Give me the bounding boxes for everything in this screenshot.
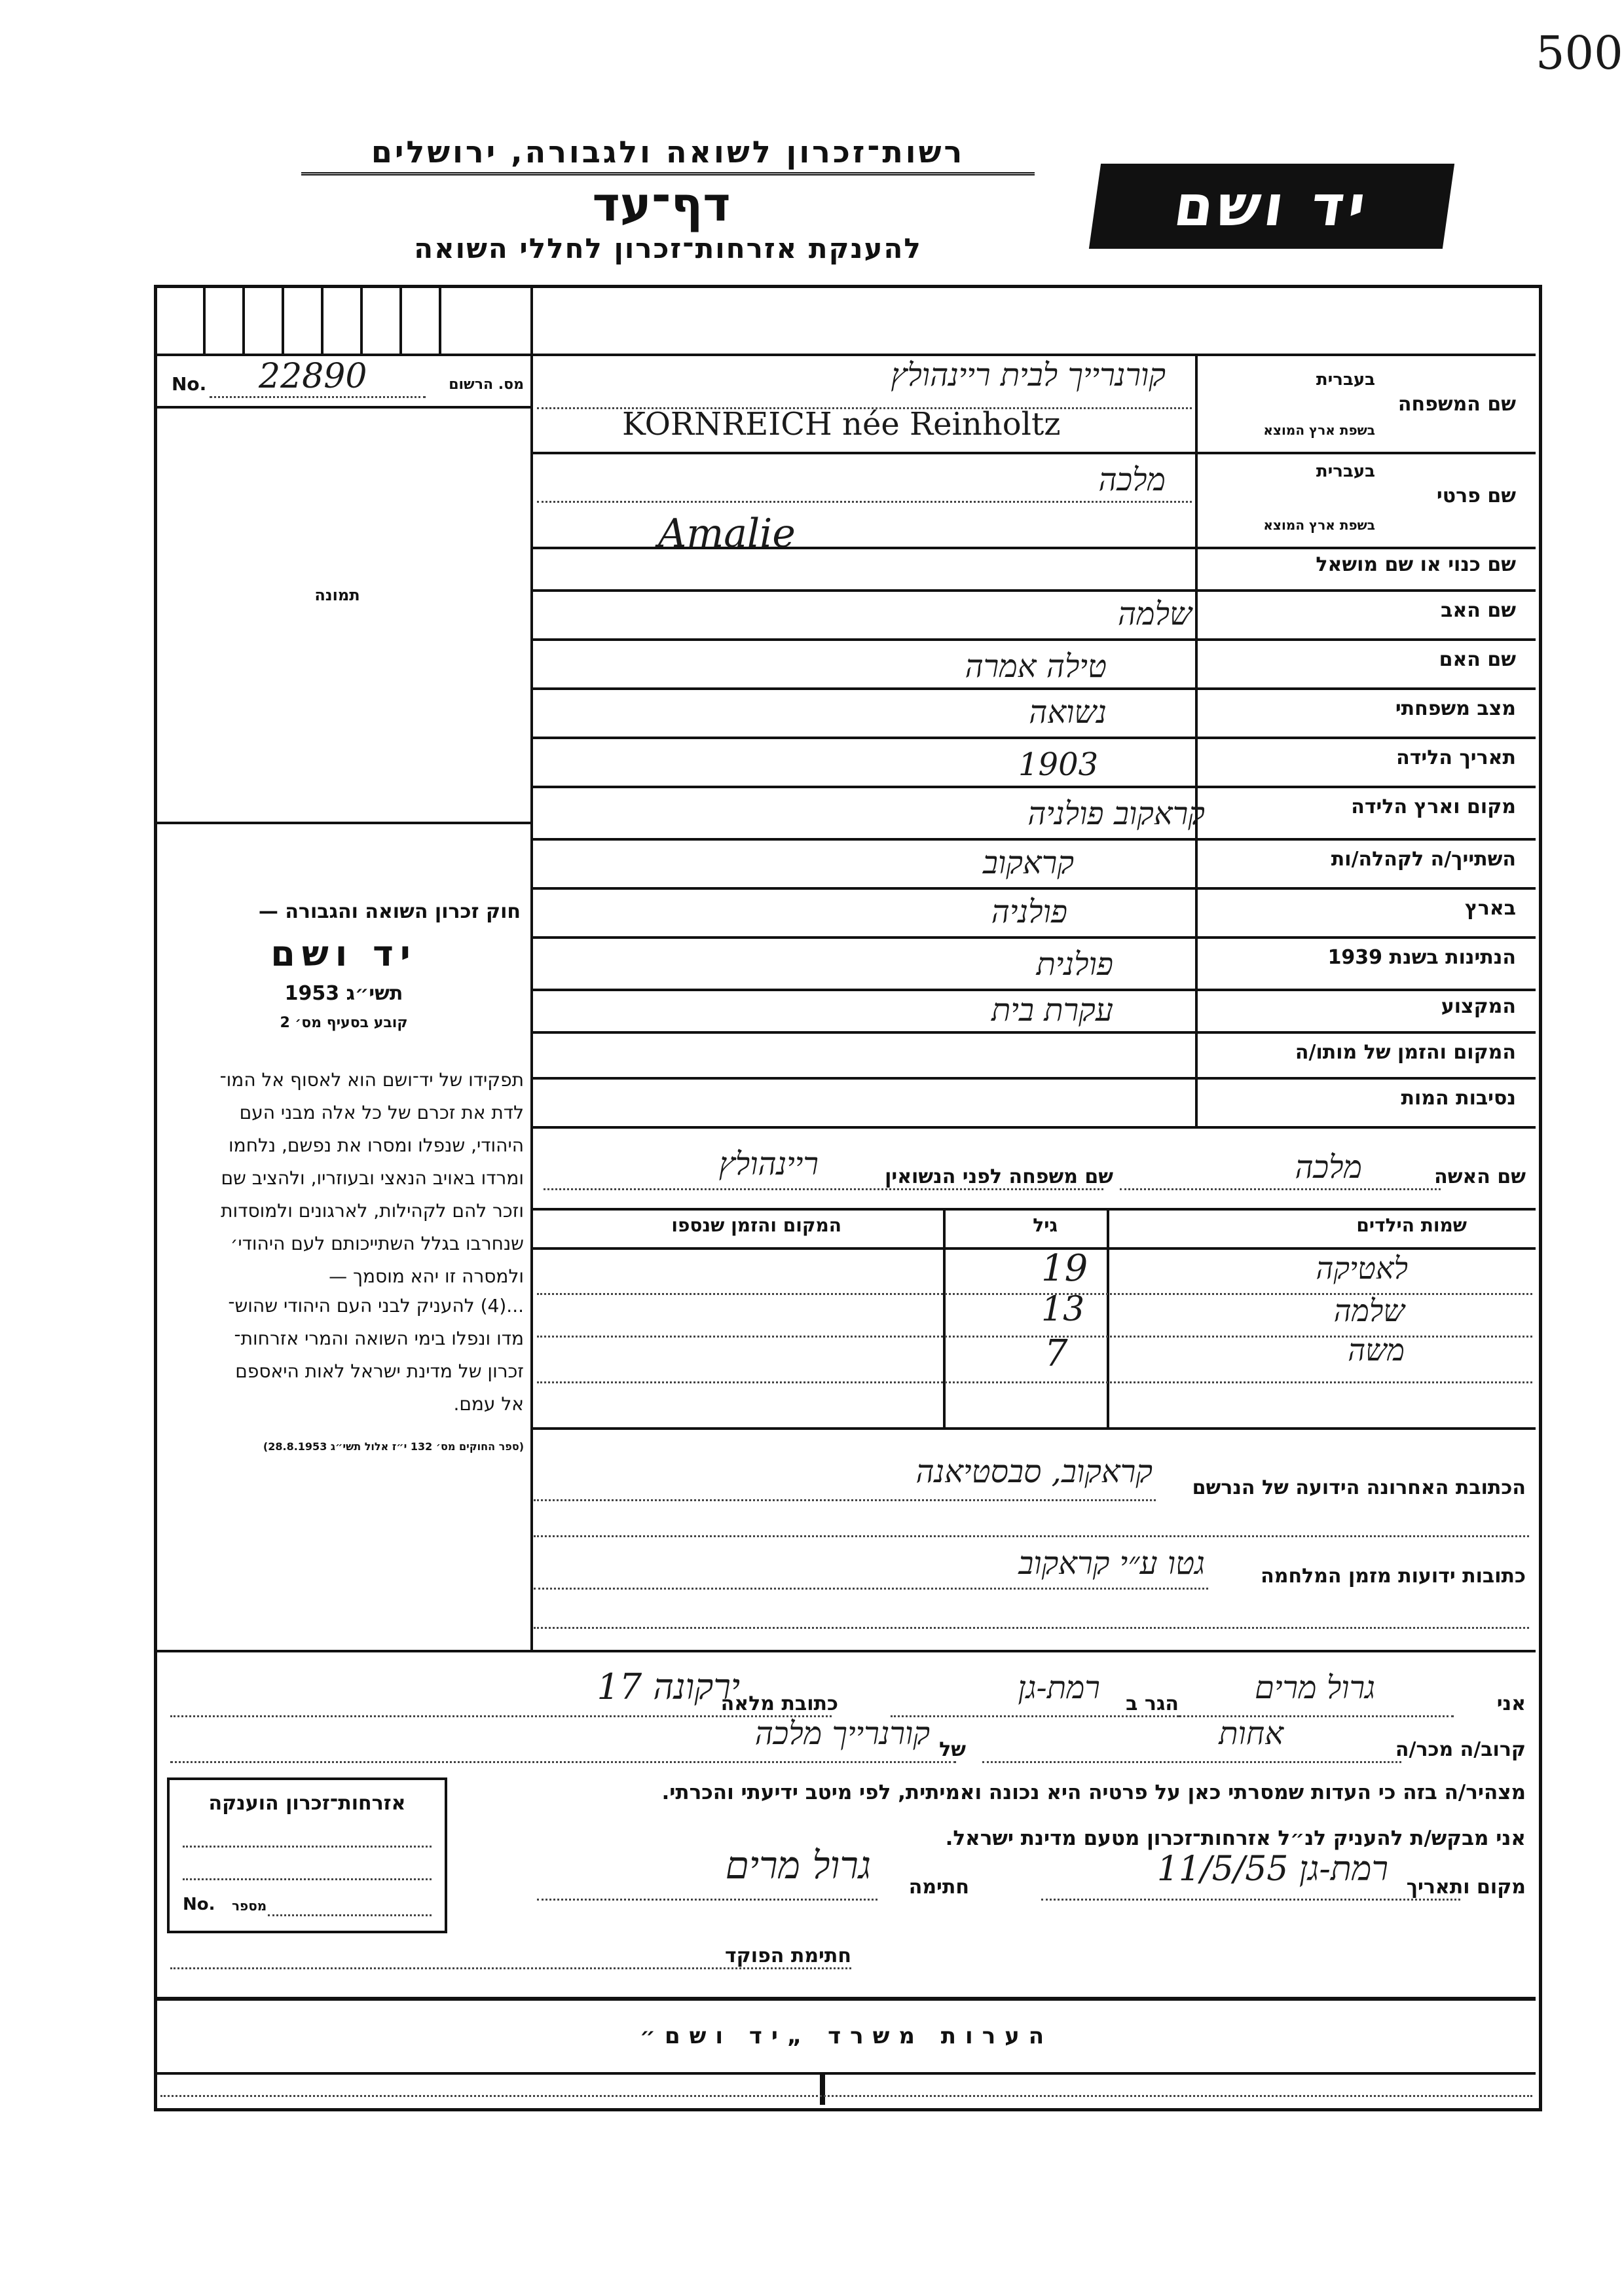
- table-row: [530, 1332, 1536, 1375]
- grant-dots-3: [268, 1914, 432, 1916]
- marital-line: [530, 737, 1536, 739]
- law-p2-l3: זכרון של מדינת ישראל לאות היאספם: [235, 1360, 524, 1382]
- law-p1-l2: לדת את זכרם של כל אלה מבני העם: [239, 1102, 524, 1123]
- reg-no-value: 22890: [259, 357, 367, 396]
- of-label: של: [939, 1738, 966, 1761]
- logo-text: יד ושם: [1170, 173, 1374, 239]
- grant-dots-1: [183, 1846, 432, 1848]
- nickname-label: שם כנוי או שם מושאל: [1316, 553, 1516, 576]
- first-name-label: שם פרטי: [1436, 484, 1516, 507]
- child-row-dots: [537, 1381, 1532, 1383]
- relation-value: אחות: [1219, 1715, 1283, 1752]
- photo-bottom-line: [157, 822, 530, 824]
- wife-label: שם האשה: [1434, 1165, 1526, 1188]
- father-label: שם האב: [1441, 599, 1516, 622]
- label-divider: [1195, 354, 1198, 1126]
- birth-place-label: מקום וארץ הלידה: [1351, 795, 1516, 818]
- table-row: [530, 1247, 1536, 1290]
- marital-label: מצב משפחתי: [1395, 697, 1516, 720]
- children-names-header: שמות הילדים: [1356, 1214, 1467, 1236]
- family-sub-hebrew: בעברית: [1316, 370, 1375, 390]
- law-p2-l1: ...(4) להעניק לבני העם היהודי שהוש־: [228, 1295, 524, 1317]
- grant-box: [167, 1777, 447, 1933]
- first-line: [530, 547, 1536, 549]
- place-date-dots: [1041, 1899, 1460, 1901]
- family-name-hebrew-value: קורנרייך לבית ריינהולץ: [891, 357, 1166, 393]
- top-strip-line: [157, 354, 1536, 356]
- column-divider: [530, 288, 533, 1650]
- strip-cell: [203, 288, 206, 354]
- law-year: תשי״ג 1953: [284, 982, 403, 1005]
- city-value: רמת-גן: [1018, 1669, 1100, 1706]
- first-sub-hebrew: בעברית: [1316, 462, 1375, 481]
- profession-label: המקצוע: [1441, 995, 1516, 1018]
- reg-no-label: No.: [172, 373, 207, 395]
- children-place-header: המקום והזמן שנספו: [671, 1214, 841, 1236]
- maiden-value: ריינהולץ: [718, 1146, 819, 1182]
- strip-cell: [439, 288, 441, 354]
- death-place-label: המקום והזמן של מותו/ה: [1295, 1041, 1516, 1064]
- resides-label: הגר ב: [1126, 1692, 1179, 1715]
- statement-2: אני מבקש/ת להעניק לנ״ל אזרחות־זכרון מטעם מדינת ישראל.: [945, 1827, 1526, 1850]
- table-row: [530, 1290, 1536, 1332]
- notes-top-line: [157, 1997, 1536, 2001]
- last-address-value: קראקוב, סבסטיאנה: [915, 1453, 1153, 1490]
- yad-vashem-logo: [1089, 164, 1454, 249]
- notes-title: הערות משרד „יד ושם״: [639, 2023, 1054, 2049]
- statement-1: מצהיר/ה בזה כי העדות שמסרתי כאן על פרטיה היא נכונה ואמיתית, לפי מיטב ידיעתי והכרתי.: [661, 1781, 1526, 1804]
- grant-no-label: No.: [183, 1895, 215, 1914]
- profession-line: [530, 1031, 1536, 1034]
- child-name: משה: [1348, 1332, 1405, 1368]
- mother-value: טילה אמרה: [965, 648, 1107, 685]
- authority-line: רשות־זכרון לשואה ולגבורה, ירושלים: [301, 134, 1035, 175]
- law-paragraph-1: [167, 1064, 524, 1293]
- notes-dots: [160, 2095, 1532, 2097]
- father-value: שלמה: [1117, 596, 1192, 632]
- first-sub-local: בשפת ארץ המוצא: [1263, 517, 1375, 533]
- spouse-line: [530, 1208, 1536, 1211]
- officer-label: חתימת הפוקד: [725, 1944, 851, 1967]
- citizenship-line: [530, 989, 1536, 991]
- war-address-value: גטו ע״י קראקוב: [1018, 1545, 1205, 1582]
- community-line: [530, 887, 1536, 890]
- death-place-line: [530, 1077, 1536, 1080]
- form-subtitle: להענקת אזרחות־זכרון לחללי השואה: [414, 232, 922, 264]
- relation-label: קרוב/ה מכר/ה: [1395, 1738, 1526, 1761]
- child-age: 13: [1041, 1290, 1085, 1329]
- address-dots: [170, 1715, 832, 1717]
- relation-dots: [982, 1761, 1401, 1763]
- photo-label: תמונה: [314, 586, 360, 604]
- strip-cell: [242, 288, 245, 354]
- child-name: שלמה: [1333, 1293, 1405, 1328]
- community-value: קראקוב: [982, 845, 1074, 881]
- country-label: בארץ: [1464, 897, 1516, 920]
- wife-value: מלכה: [1295, 1149, 1362, 1186]
- wife-dots: [1120, 1188, 1441, 1190]
- law-p1-l1: תפקידו של יד־ושם הוא לאסוף אל המו־: [219, 1069, 524, 1091]
- law-clause: קובע בסעיף מס׳ 2: [280, 1015, 408, 1031]
- first-name-hebrew-value: מלכה: [1098, 462, 1166, 498]
- death-cause-label: נסיבות המות: [1401, 1087, 1516, 1110]
- signature-label: חתימה: [908, 1876, 969, 1899]
- law-name: יד ושם: [270, 933, 417, 974]
- reg-no-label-he: מס. הרשום: [449, 376, 524, 393]
- first-name-local-value: Amalie: [658, 511, 796, 556]
- law-p2-l2: מדו ונפלו בימי השואה והמרי אזרחות־: [234, 1328, 524, 1349]
- family-name-label: שם המשפחה: [1397, 393, 1516, 416]
- city-dots: [891, 1715, 1179, 1717]
- address-label: כתובת מלאה: [720, 1692, 838, 1715]
- mother-label: שם האם: [1439, 648, 1516, 671]
- profession-value: עקרת בית: [991, 992, 1113, 1029]
- place-date-label: מקום ותאריך: [1406, 1876, 1526, 1899]
- children-age-header: גיל: [1033, 1214, 1058, 1236]
- signature-value: גרול מרים: [725, 1843, 871, 1887]
- law-p1-l5: וזכר להם לקהילות, לארגונים ולמוסדות: [221, 1200, 524, 1222]
- declarant-top-line: [157, 1650, 1536, 1652]
- law-p1-l4: ומרדו באויב הנאצי ובעוזריו, ולהציב שם: [221, 1167, 524, 1189]
- reg-no-dots: [210, 396, 426, 398]
- corner-number: 500: [1536, 26, 1623, 80]
- maiden-dots: [544, 1188, 1103, 1190]
- ani-label: אני: [1496, 1692, 1526, 1715]
- child-age: 7: [1044, 1332, 1068, 1375]
- mother-line: [530, 687, 1536, 690]
- birth-place-value: קראקוב פולניה: [1027, 795, 1205, 832]
- strip-cell: [321, 288, 323, 354]
- grant-no-label-he: מספר: [232, 1898, 267, 1914]
- notes-divider: [820, 2072, 825, 2105]
- law-paragraph-2: [167, 1290, 524, 1421]
- last-address-label: הכתובת האחרונה הידועה של הנרשם: [1192, 1476, 1526, 1499]
- law-citation: (ספר החוקים מס׳ 132 י״ז אלול תשי״ג 28.8.1953): [263, 1440, 524, 1453]
- grant-box-title: אזרחות־זכרון הוענקה: [208, 1792, 406, 1815]
- family-sub-local: בשפת ארץ המוצא: [1263, 422, 1375, 438]
- birth-date-line: [530, 786, 1536, 788]
- family-dots-1: [537, 407, 1192, 409]
- law-p1-l7: ולמסרה זו יהא מוסמך —: [329, 1266, 524, 1287]
- reg-line: [157, 406, 530, 409]
- place-date-value: רמת-גן 11/5/55: [1156, 1850, 1388, 1889]
- first-dots-1: [537, 501, 1192, 503]
- war-address-dots-2: [534, 1627, 1529, 1629]
- law-heading: חוק זכרון השואה והגבורה —: [258, 900, 521, 923]
- strip-cell: [360, 288, 363, 354]
- war-address-dots: [534, 1588, 1208, 1590]
- of-value: קורנרייך מלכה: [754, 1715, 930, 1752]
- nickname-line: [530, 589, 1536, 592]
- citizenship-value: פולנית: [1036, 946, 1113, 983]
- law-p1-l3: היהודי, שנפלו ומסרו את נפשם, נלחמו: [229, 1135, 524, 1156]
- birth-place-line: [530, 838, 1536, 841]
- war-address-label: כתובות ידועות מזמן המלחמה: [1261, 1565, 1526, 1588]
- of-dots: [170, 1761, 956, 1763]
- birth-date-label: תאריך הלידה: [1396, 746, 1516, 769]
- strip-cell: [282, 288, 284, 354]
- child-age: 19: [1041, 1247, 1088, 1290]
- children-bottom-line: [530, 1427, 1536, 1430]
- country-line: [530, 936, 1536, 939]
- law-p2-l4: אל עמם.: [453, 1393, 524, 1415]
- last-address-dots: [534, 1499, 1156, 1501]
- citizenship-label: הנתינות בשנת 1939: [1327, 946, 1516, 969]
- country-value: פולניה: [991, 894, 1067, 930]
- child-name: לאטיקה: [1316, 1250, 1408, 1286]
- marital-value: נשואה: [1029, 694, 1107, 731]
- death-cause-line: [530, 1126, 1536, 1129]
- declarant-name-value: גרול מרים: [1255, 1669, 1375, 1706]
- maiden-label: שם משפחה לפני הנשואין: [885, 1165, 1113, 1188]
- community-label: השתייך/ה לקהלה/ות: [1331, 848, 1516, 871]
- notes-header-line: [157, 2072, 1536, 2075]
- strip-cell: [399, 288, 402, 354]
- father-line: [530, 638, 1536, 641]
- last-address-dots-2: [534, 1535, 1529, 1537]
- grant-dots-2: [183, 1878, 432, 1880]
- signature-dots: [537, 1899, 877, 1901]
- family-name-local-value: KORNREICH née Reinholtz: [622, 406, 1061, 443]
- law-p1-l6: שנחרבו בגלל השתייכותם לעם היהודי׳: [230, 1233, 524, 1254]
- birth-date-value: 1903: [1018, 746, 1099, 783]
- form-title: דף־עד: [592, 177, 731, 232]
- officer-dots: [170, 1967, 851, 1969]
- family-line: [530, 452, 1536, 454]
- address-value: ירקונה 17: [597, 1666, 740, 1707]
